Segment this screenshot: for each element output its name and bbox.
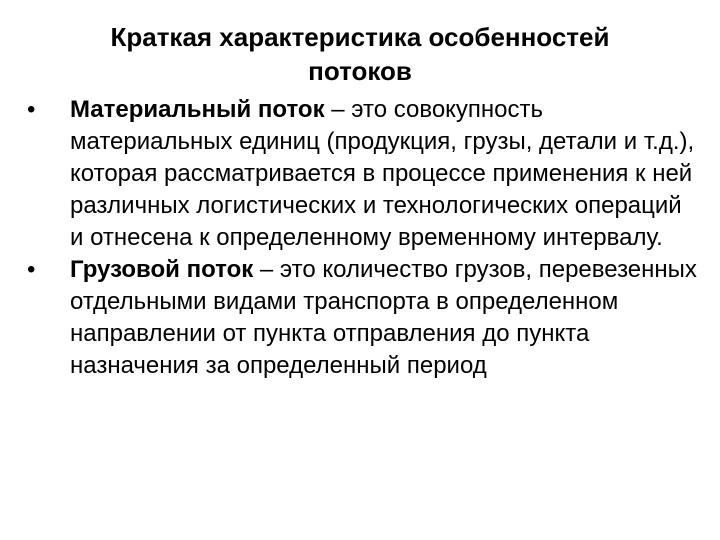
bullet-definition: – это количество грузов, перевезенных отдельными видами транспорта в определенном направлении от пункта отправления до пункта назначения за определенный период <box>70 256 697 379</box>
bullet-icon: • <box>27 96 36 123</box>
bullet-item-material-flow <box>0 94 700 254</box>
bullet-definition: – это совокупность материальных единиц (продукция, грузы, детали и т.д.), которая рассматривается в процессе применения к ней различных логистических и технологических операций и отнесена к определенному временному интервалу. <box>70 96 695 251</box>
bullet-term: Материальный поток <box>70 96 325 123</box>
bullet-term: Грузовой поток <box>70 256 254 283</box>
bullet-item-cargo-flow <box>0 254 700 382</box>
slide-title: Краткая характеристика особенностей потоков <box>110 22 610 86</box>
bullet-icon: • <box>27 256 36 283</box>
bullet-list <box>0 94 700 382</box>
